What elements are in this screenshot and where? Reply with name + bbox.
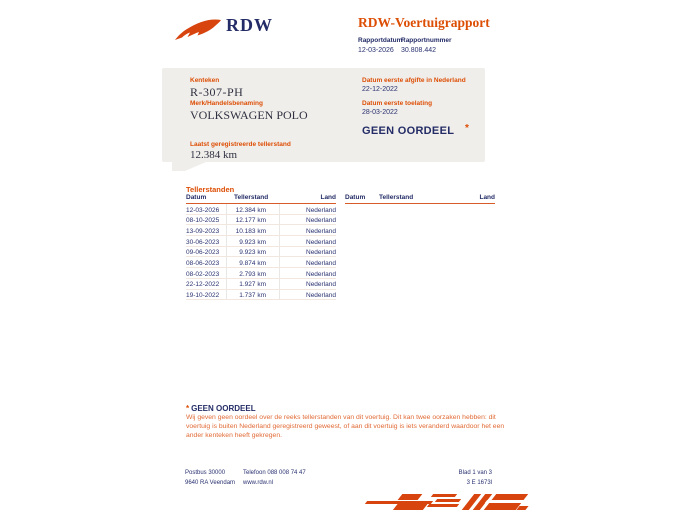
- row-tellerstand: 1.737 km: [226, 290, 280, 300]
- footnote-asterisk: *: [186, 404, 190, 413]
- table-header: [186, 194, 336, 204]
- vehicle-summary-card: [162, 68, 485, 162]
- row-datum: 19-10-2022: [186, 292, 220, 299]
- tellerstanden-table-left: [186, 194, 336, 300]
- footer-page-info: [420, 468, 492, 488]
- merk-label: Merk/Handelsbenaming: [190, 100, 263, 107]
- table-row: [186, 204, 336, 215]
- row-datum: 13-09-2023: [186, 227, 220, 235]
- tellerstand-label: Laatst geregistreerde tellerstand: [190, 141, 291, 148]
- rdw-logo-text: RDW: [226, 15, 273, 35]
- footer-address: [185, 468, 235, 488]
- toelating-label: Datum eerste toelating: [362, 100, 433, 107]
- column-header-tellerstand: Tellerstand: [379, 194, 414, 201]
- row-tellerstand: 9.923 km: [226, 236, 280, 246]
- tellerstanden-table-right: [345, 194, 495, 204]
- column-header-land: Land: [320, 194, 336, 201]
- table-row: [186, 236, 336, 247]
- footer-website: www.rdw.nl: [243, 480, 274, 486]
- footer-page-number: Blad 1 van 3: [458, 470, 492, 476]
- row-land: Nederland: [306, 292, 336, 299]
- row-tellerstand: 2.793 km: [226, 268, 280, 278]
- footer-form-code: 3 E 1673l: [466, 480, 492, 486]
- column-header-tellerstand: Tellerstand: [234, 194, 269, 201]
- row-land: Nederland: [306, 238, 336, 246]
- report-date-value: 12-03-2026: [358, 47, 394, 54]
- row-land: Nederland: [306, 217, 336, 225]
- table-row: [186, 257, 336, 268]
- speed-stripes-graphic: [366, 492, 528, 512]
- column-header-datum: Datum: [345, 194, 366, 201]
- footer-contact: [243, 468, 306, 488]
- row-land: Nederland: [306, 259, 336, 267]
- footnote-title: [186, 404, 256, 413]
- report-title: RDW-Voertuigrapport: [358, 15, 490, 30]
- report-date-label: Rapportdatum: [358, 37, 403, 44]
- report-number-value: 30.808.442: [401, 47, 437, 54]
- column-header-datum: Datum: [186, 194, 207, 201]
- footnote-body: Wij geven geen oordeel over de reeks tellerstanden van dit voertuig. Dit kan twee oorzaken hebben: dit voertuig is buiten Nederland geregistreerd geweest, of aan dit voertuig is iets veranderd waardoor het een ander kenteken heeft gekregen.: [186, 414, 505, 439]
- row-land: Nederland: [306, 270, 336, 278]
- tellerstand-value: 12.384 km: [190, 149, 238, 161]
- verdict-text: GEEN OORDEEL: [362, 125, 455, 137]
- table-row: [186, 247, 336, 258]
- table-header: [345, 194, 495, 204]
- row-datum: 30-06-2023: [186, 238, 220, 246]
- rdw-wing-icon: [174, 19, 222, 48]
- tellerstanden-section-title: Tellerstanden: [186, 185, 235, 194]
- kenteken-value: R-307-PH: [190, 85, 244, 99]
- toelating-value: 28-03-2022: [362, 109, 398, 116]
- afgifte-value: 22-12-2022: [362, 86, 398, 93]
- card-tail-decoration: [172, 162, 206, 171]
- row-datum: 22-12-2022: [186, 281, 220, 289]
- row-datum: 09-06-2023: [186, 249, 220, 257]
- table-row: [186, 279, 336, 290]
- footer-phone: Telefoon 088 008 74 47: [243, 470, 306, 476]
- row-land: Nederland: [306, 206, 336, 214]
- table-row: [186, 268, 336, 279]
- row-land: Nederland: [306, 227, 336, 235]
- kenteken-label: Kenteken: [190, 77, 220, 84]
- report-number-label: Rapportnummer: [401, 37, 452, 44]
- table-row: [186, 225, 336, 236]
- verdict-asterisk: *: [465, 123, 469, 134]
- table-body: [186, 204, 336, 300]
- row-tellerstand: 12.177 km: [226, 215, 280, 225]
- row-datum: 12-03-2026: [186, 206, 220, 214]
- row-tellerstand: 10.183 km: [226, 225, 280, 235]
- column-header-land: Land: [479, 194, 495, 201]
- row-tellerstand: 12.384 km: [226, 204, 280, 214]
- afgifte-label: Datum eerste afgifte in Nederland: [362, 77, 466, 84]
- row-land: Nederland: [306, 249, 336, 257]
- row-tellerstand: 1.927 km: [226, 279, 280, 289]
- merk-value: VOLKSWAGEN POLO: [190, 108, 308, 122]
- footer-postbus: Postbus 30000: [185, 470, 226, 476]
- row-land: Nederland: [306, 281, 336, 289]
- row-datum: 08-06-2023: [186, 259, 220, 267]
- row-datum: 08-02-2023: [186, 270, 220, 278]
- table-row: [186, 215, 336, 226]
- row-tellerstand: 9.874 km: [226, 257, 280, 267]
- table-row: [186, 290, 336, 301]
- row-datum: 08-10-2025: [186, 217, 220, 225]
- row-tellerstand: 9.923 km: [226, 247, 280, 257]
- footnote-title-text: GEEN OORDEEL: [191, 404, 256, 413]
- footer-city: 9640 RA Veendam: [185, 480, 236, 486]
